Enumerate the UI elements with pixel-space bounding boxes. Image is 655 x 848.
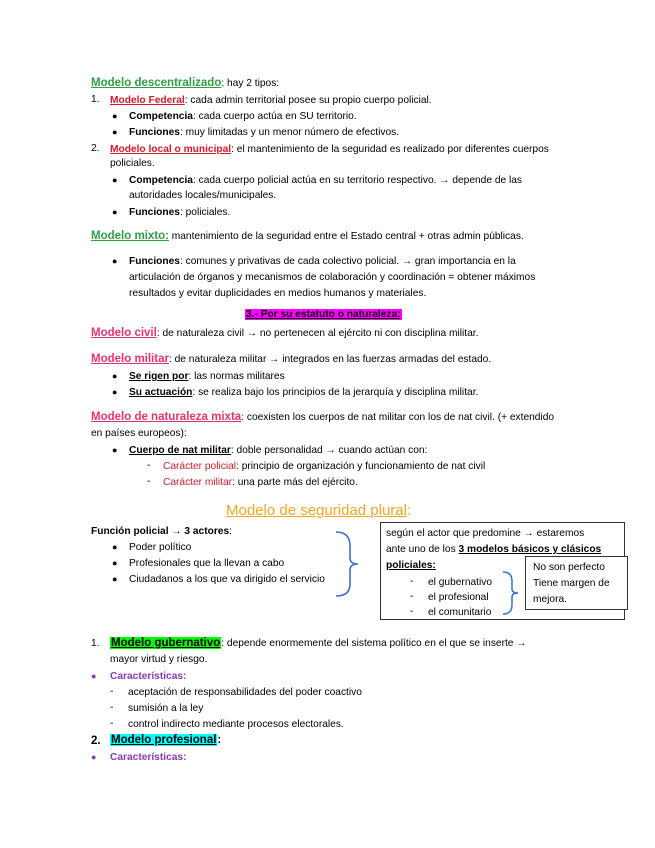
caract-item: sumisión a la ley [128,703,204,714]
militar-rigen [129,370,285,383]
caracter-policial-label: Carácter policial [163,461,237,472]
actuacion-label: Su actuación [129,387,193,398]
competencia-label: Competencia [129,111,193,122]
note-text: No son perfecto [533,562,605,573]
civil-title: Modelo civil [91,327,157,339]
militar-line [91,353,491,366]
competencia-text-cont: autoridades locales/municipales. [129,190,277,201]
box-text: según el actor que predomine → estaremos [386,528,585,539]
bullet-icon: ● [112,387,118,397]
actor-item: Profesionales que la llevan a cabo [129,558,285,569]
gubernativo-line [110,637,527,650]
local-line [110,143,549,156]
rigen-label: Se rigen por [129,371,189,382]
list-number: 2. [91,735,101,747]
model-item: el gubernativo [428,577,493,588]
gubernativo-text: : depende enormemente del sistema político en el que se inserte → [221,638,527,649]
box-text-b: 3 modelos básicos y clásicos [458,544,602,555]
actuacion-text: : se realiza bajo los principios de la jerarquía y disciplina militar. [192,387,479,398]
caracter-militar-label: Carácter militar [163,477,233,488]
gubernativo-title: Modelo gubernativo [111,637,221,649]
funciones-label: Funciones [129,256,180,267]
federal-text: : cada admin territorial posee su propio cuerpo policial. [184,95,432,106]
bullet-icon: ● [112,558,118,568]
bullet-icon: ● [112,256,118,266]
competencia-label: Competencia [129,175,193,186]
funcion-label: Función policial [91,526,169,537]
bullet-icon: ● [112,445,118,455]
militar-title: Modelo militar [91,353,169,365]
caracter-militar [163,476,358,489]
rigen-text: : las normas militares [188,371,285,382]
federal-funciones [129,126,399,139]
bullet-icon: ● [91,671,97,681]
plural-title: Modelo de seguridad plural [226,502,407,519]
funciones-text: : comunes y privativas de cada colectivo policial. → gran importancia en la [179,256,516,267]
section-heading [245,308,402,321]
dash-marker: - [110,686,114,697]
mixta-line [91,411,554,424]
funcion-colon: : [229,526,232,537]
list-number: 2. [91,143,100,154]
profesional-line [110,734,221,747]
brace-icon [500,569,522,617]
bullet-icon: ● [112,175,118,185]
funciones-text-cont: articulación de órganos y mecanismos de colaboración y coordinación = obtener máximos [129,272,536,283]
dash-marker: - [410,576,414,587]
cuerpo-label: Cuerpo de nat militar [129,445,231,456]
funciones-label: Funciones [129,127,180,138]
dash-marker: - [147,460,151,471]
actor-item: Poder político [129,542,192,553]
estatuto-heading: 3.- Por su estatuto o naturaleza: [246,309,401,320]
mixto-text: mantenimiento de la seguridad entre el Estado central + otras admin públicas. [168,231,524,242]
box-text-line3 [386,559,436,572]
mixto-line [91,230,524,243]
bullet-icon: ● [112,574,118,584]
federal-competencia [129,110,357,123]
mixta-text: : coexisten los cuerpos de nat militar con los de nat civil. (+ extendido [241,412,555,423]
funcion-arrow-text: → 3 actores [168,526,230,537]
dash-marker: - [147,476,151,487]
bullet-icon: ● [112,371,118,381]
competencia-text: : cada cuerpo policial actúa en su territorio respectivo. → depende de las [192,175,523,186]
caract-item: control indirecto mediante procesos electorales. [128,719,344,730]
cuerpo-text: : doble personalidad → cuando actúan con: [230,445,428,456]
bullet-icon: ● [112,542,118,552]
funciones-text-cont2: resultados y evitar duplicidades en medios humanos y materiales. [129,288,427,299]
brace-icon [332,528,362,600]
funciones-text: : muy limitadas y un menor número de efectivos. [179,127,400,138]
profesional-colon: : [217,734,222,746]
plural-heading [226,502,411,522]
caracteristicas-label: Características: [110,752,187,763]
model-item: el profesional [428,592,489,603]
box-text-line2 [386,543,601,556]
local-title: Modelo local o municipal [110,144,232,155]
mixta-text-cont: en países europeos): [91,428,187,439]
dash-marker: - [110,702,114,713]
caract-item: aceptación de responsabilidades del poder coactivo [128,687,362,698]
descentralizado-title: Modelo descentralizado [91,77,222,89]
bullet-icon: ● [91,752,97,762]
militar-text: : de naturaleza militar → integrados en las fuerzas armadas del estado. [168,354,492,365]
caracteristicas-label: Características: [110,671,187,682]
mixto-funciones [129,255,516,268]
competencia-text: : cada cuerpo actúa en SU territorio. [192,111,357,122]
list-number: 1. [91,638,100,649]
dash-marker: - [410,591,414,602]
caracter-policial [163,460,485,473]
funciones-text: : policiales. [179,207,231,218]
federal-title: Modelo Federal [110,95,185,106]
militar-actuacion [129,386,478,399]
actor-item: Ciudadanos a los que va dirigido el servicio [129,574,325,585]
civil-line [91,327,478,340]
descentralizado-text: : hay 2 tipos: [221,78,280,89]
mixto-title: Modelo mixto: [91,230,169,242]
bullet-icon: ● [112,207,118,217]
bullet-icon: ● [112,111,118,121]
funcion-policial-line [91,525,232,538]
note-text: mejora. [533,594,567,605]
gubernativo-text-cont: mayor virtud y riesgo. [110,654,208,665]
model-item: el comunitario [428,607,492,618]
list-number: 1. [91,94,100,105]
profesional-title: Modelo profesional [111,734,217,746]
box-text-a: ante uno de los [386,544,459,555]
box-text-c: policiales: [386,560,436,571]
local-competencia [129,174,522,187]
local-text: : el mantenimiento de la seguridad es realizado por diferentes cuerpos [231,144,549,155]
funciones-label: Funciones [129,207,180,218]
note-text: Tiene margen de [533,578,610,589]
descentralizado-line [91,77,279,90]
bullet-icon: ● [112,127,118,137]
civil-text: : de naturaleza civil → no pertenecen al ejército ni con disciplina militar. [156,328,479,339]
local-text-cont: policiales. [110,158,155,169]
dash-marker: - [110,718,114,729]
plural-colon: : [406,502,412,519]
mixta-cuerpo [129,444,427,457]
local-funciones [129,206,230,219]
caracter-militar-text: : una parte más del ejército. [232,477,358,488]
dash-marker: - [410,606,414,617]
federal-line [110,94,432,107]
caracter-policial-text: : principio de organización y funcionamiento de nat civil [236,461,486,472]
mixta-title: Modelo de naturaleza mixta [91,411,242,423]
